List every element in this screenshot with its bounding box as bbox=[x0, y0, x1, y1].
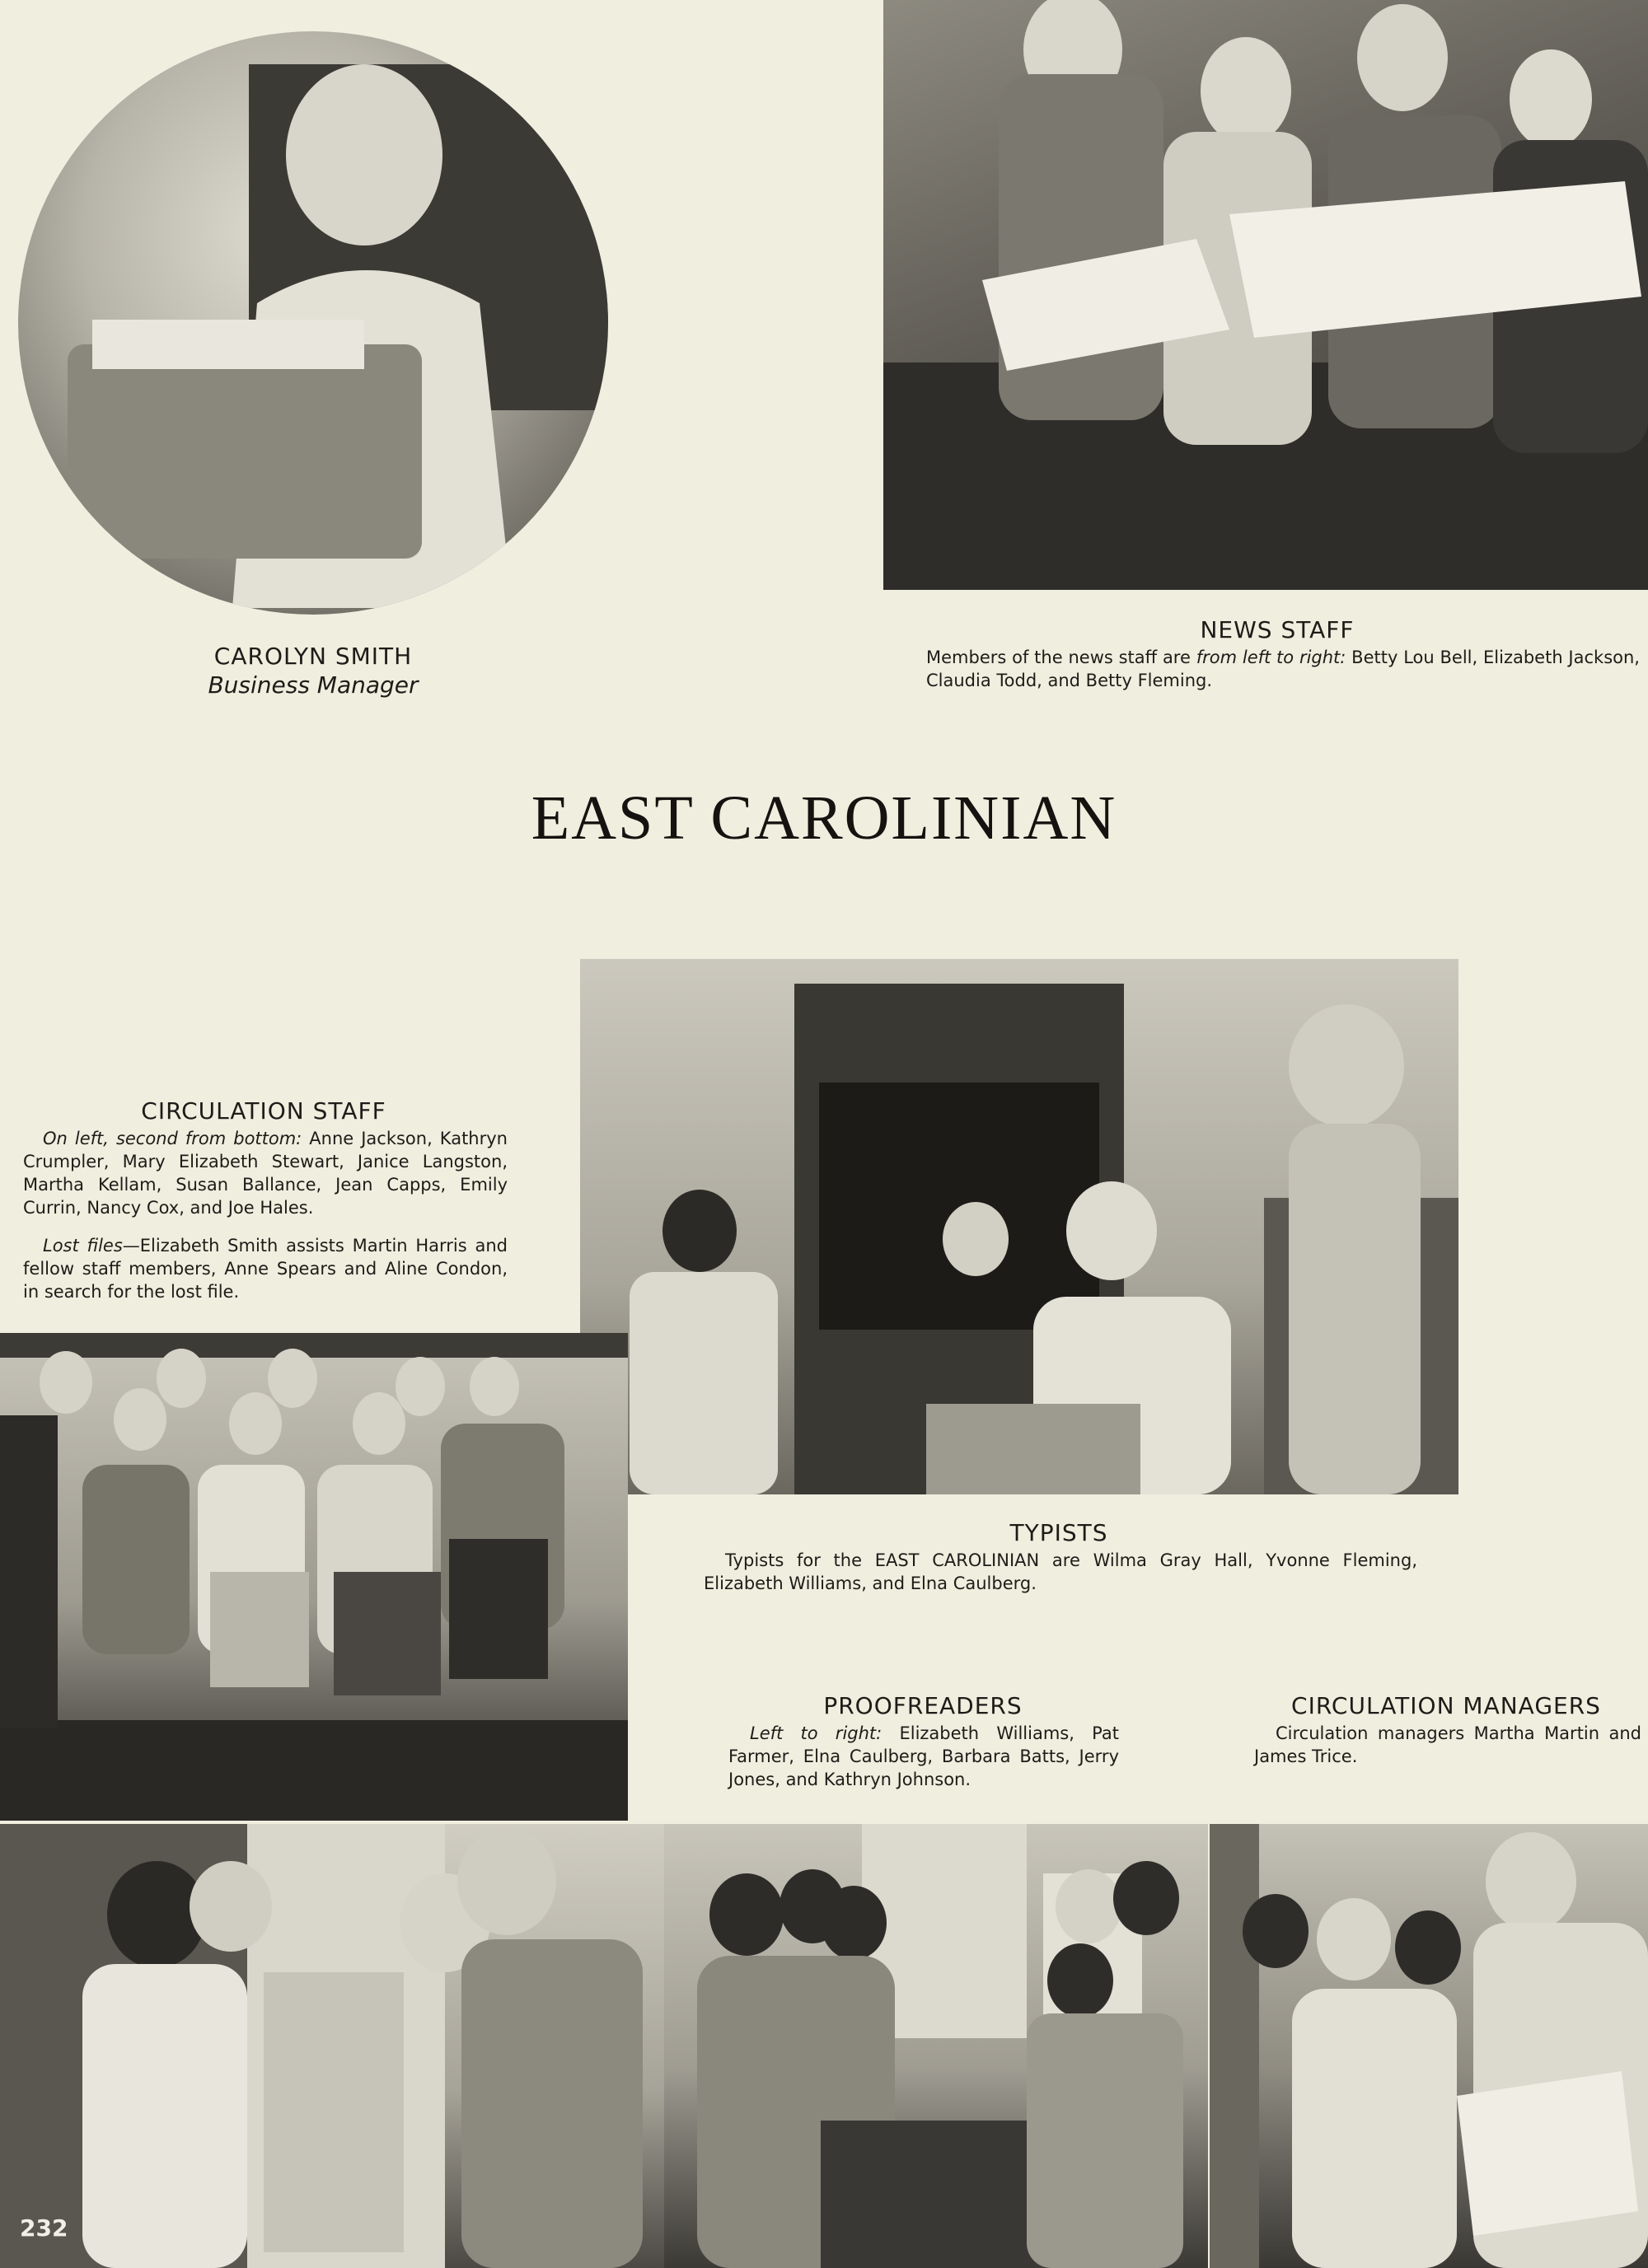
photo-news-staff bbox=[883, 0, 1648, 590]
proofreaders-heading: PROOFREADERS bbox=[823, 1692, 1023, 1719]
proofreaders-caption bbox=[728, 1722, 1119, 1791]
news-staff-caption-prefix: Members of the news staff are bbox=[926, 648, 1196, 667]
circulation-staff-caption-2-italic: Lost files bbox=[43, 1236, 123, 1256]
circulation-staff-caption-1 bbox=[23, 1127, 508, 1219]
circulation-managers-caption: Circulation managers Martha Martin and James Trice. bbox=[1254, 1723, 1641, 1766]
photo-carolyn-smith bbox=[18, 31, 608, 615]
circulation-staff-heading: CIRCULATION STAFF bbox=[141, 1097, 386, 1125]
circulation-staff-caption-2-rest: —Elizabeth Smith assists Martin Harris and fellow staff members, Anne Spears and Aline Condon, in search for the lost file. bbox=[23, 1236, 508, 1302]
page-number: 232 bbox=[20, 2214, 68, 2242]
news-staff-caption-italic: from left to right: bbox=[1196, 648, 1346, 667]
photo-circulation-managers bbox=[1210, 1824, 1648, 2268]
photo-proofreaders bbox=[664, 1824, 1208, 2268]
news-staff-caption-rest: Betty Lou Bell, Elizabeth Jackson, Claudia Todd, and Betty Fleming. bbox=[926, 648, 1640, 690]
news-staff-caption bbox=[926, 646, 1640, 692]
circulation-staff-caption-1-rest: Anne Jackson, Kathryn Crumpler, Mary Elizabeth Stewart, Janice Langston, Martha Kellam, Susan Ballance, Jean Capps, Emily Currin, Nancy Cox, and Joe Hales. bbox=[23, 1129, 508, 1218]
photo-circulation-staff bbox=[0, 1333, 628, 1821]
circulation-staff-caption-1-italic: On left, second from bottom: bbox=[43, 1129, 302, 1148]
carolyn-smith-title: Business Manager bbox=[208, 671, 419, 699]
circulation-staff-caption-2 bbox=[23, 1234, 508, 1303]
photo-typists bbox=[580, 959, 1458, 1494]
photo-lost-files bbox=[0, 1824, 686, 2268]
proofreaders-caption-rest: Elizabeth Williams, Pat Farmer, Elna Caulberg, Barbara Batts, Jerry Jones, and Kathryn Johnson. bbox=[728, 1723, 1119, 1789]
page-title: EAST CAROLINIAN bbox=[531, 783, 1117, 853]
news-staff-heading: NEWS STAFF bbox=[1200, 616, 1355, 643]
circulation-managers-heading: CIRCULATION MANAGERS bbox=[1291, 1692, 1601, 1719]
typists-caption: Typists for the EAST CAROLINIAN are Wilma Gray Hall, Yvonne Fleming, Elizabeth Williams, and Elna Caulberg. bbox=[704, 1550, 1417, 1593]
carolyn-smith-name: CAROLYN SMITH bbox=[213, 643, 413, 670]
typists-heading: TYPISTS bbox=[1009, 1519, 1108, 1546]
proofreaders-caption-italic: Left to right: bbox=[750, 1723, 883, 1743]
